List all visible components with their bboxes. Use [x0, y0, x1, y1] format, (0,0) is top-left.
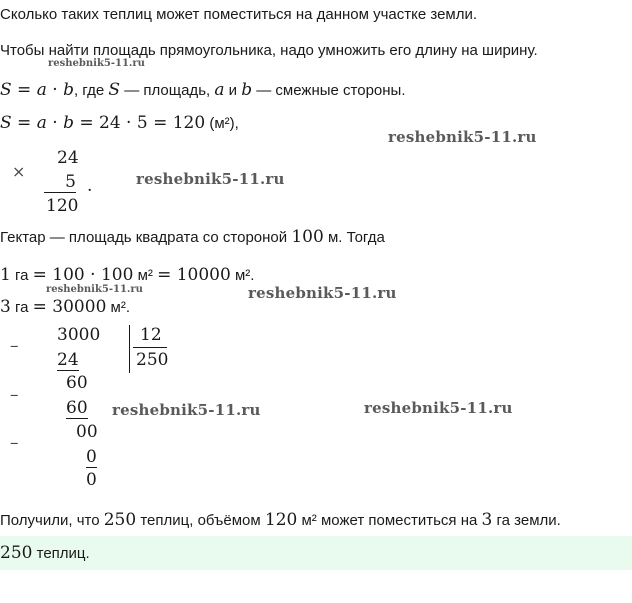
- calc-symbol-b: b: [63, 113, 74, 133]
- area-calc-line: [0, 113, 239, 133]
- division-quotient-bar: [133, 347, 167, 348]
- one-ha-unit: га: [10, 267, 33, 284]
- division-step1-rem: 60: [66, 373, 88, 393]
- formula-text-sides: — смежные стороны.: [252, 82, 406, 99]
- conclusion-text-1: Получили, что: [0, 512, 104, 529]
- multiply-sign: ×: [12, 162, 26, 181]
- hectare-intro: [0, 227, 385, 247]
- one-ha-m2: м²: [133, 267, 158, 284]
- hectare-intro-text: Гектар — площадь квадрата со стороной: [0, 229, 292, 246]
- conclusion-hectares: 3: [481, 510, 493, 530]
- conclusion-text-4: га земли.: [492, 512, 561, 529]
- answer-text: теплиц.: [32, 545, 90, 562]
- question-text: Сколько таких теплиц может поместиться на данном участке земли.: [0, 6, 478, 23]
- formula-symbol-S2: S: [108, 80, 121, 100]
- multiply-bottom-value: 5: [65, 172, 76, 192]
- formula-eq: =: [11, 80, 37, 100]
- conclusion-line: [0, 510, 561, 530]
- multiply-bottom: [44, 172, 76, 193]
- formula-dot: ·: [46, 80, 64, 100]
- division-step1-sub: 24: [57, 350, 79, 370]
- division-minus-2: –: [10, 385, 19, 405]
- three-ha-num: 3: [0, 297, 11, 317]
- calc-values: = 24 · 5 = 120: [73, 113, 206, 133]
- conclusion-text-2: теплиц, объёмом: [136, 512, 265, 529]
- one-ha-expr: = 100 · 100: [32, 265, 134, 285]
- formula-symbol-a: a: [36, 80, 47, 100]
- conclusion-text-3: м² может поместиться на: [297, 512, 482, 529]
- calc-symbol-a: a: [36, 113, 47, 133]
- one-ha-num: 1: [0, 265, 11, 285]
- division-quotient: 250: [136, 350, 169, 370]
- formula-text-where: , где: [73, 82, 109, 99]
- division-minus-1: –: [10, 336, 19, 356]
- answer-count: 250: [0, 543, 33, 563]
- watermark: reshebnik5-11.ru: [248, 284, 397, 302]
- division-divisor: 12: [140, 325, 162, 345]
- division-step2-rem: 00: [76, 422, 98, 442]
- formula-symbol-a2: a: [214, 80, 225, 100]
- division-vertical-bar: [129, 325, 130, 373]
- conclusion-area: 120: [264, 510, 298, 530]
- calc-dot: ·: [46, 113, 64, 133]
- division-step2-sub: 60: [66, 398, 88, 418]
- formula-symbol-S: S: [0, 80, 12, 100]
- calc-unit: (м²),: [205, 115, 239, 132]
- division-step3-sub: 0: [86, 447, 97, 467]
- conclusion-count: 250: [103, 510, 137, 530]
- three-ha-unit: га: [10, 299, 33, 316]
- formula-symbol-b2: b: [241, 80, 253, 100]
- watermark: reshebnik5-11.ru: [46, 284, 143, 295]
- calc-eq: =: [11, 113, 37, 133]
- formula-text-area: — площадь,: [120, 82, 215, 99]
- one-ha-m2-end: м².: [230, 267, 255, 284]
- multiply-result: 120: [46, 196, 79, 216]
- division-final-rem: 0: [86, 470, 97, 490]
- three-ha-result: = 30000: [32, 297, 107, 317]
- one-ha-result: = 10000: [157, 265, 231, 285]
- hectare-intro-tail: м. Тогда: [323, 229, 385, 246]
- three-ha-m2: м².: [106, 299, 131, 316]
- three-hectare-line: [0, 297, 130, 317]
- division-dividend: 3000: [57, 325, 101, 345]
- multiply-top: 24: [57, 148, 79, 168]
- division-minus-3: –: [10, 433, 19, 453]
- watermark: reshebnik5-11.ru: [48, 58, 145, 69]
- formula-text-and: и: [224, 82, 242, 99]
- area-formula-line: [0, 80, 406, 100]
- multiply-trailing-dot: .: [87, 176, 93, 196]
- watermark: reshebnik5-11.ru: [136, 170, 285, 188]
- watermark: reshebnik5-11.ru: [388, 128, 537, 146]
- answer-line: [0, 543, 90, 563]
- watermark: reshebnik5-11.ru: [364, 399, 513, 417]
- formula-symbol-b: b: [63, 80, 74, 100]
- watermark: reshebnik5-11.ru: [112, 401, 261, 419]
- one-hectare-line: [0, 265, 254, 285]
- hectare-side-value: 100: [291, 227, 324, 247]
- calc-symbol-S: S: [0, 113, 12, 133]
- answer-box: [0, 536, 632, 570]
- rect-area-intro: Чтобы найти площадь прямоугольника, надо умножить его длину на ширину.: [0, 42, 538, 59]
